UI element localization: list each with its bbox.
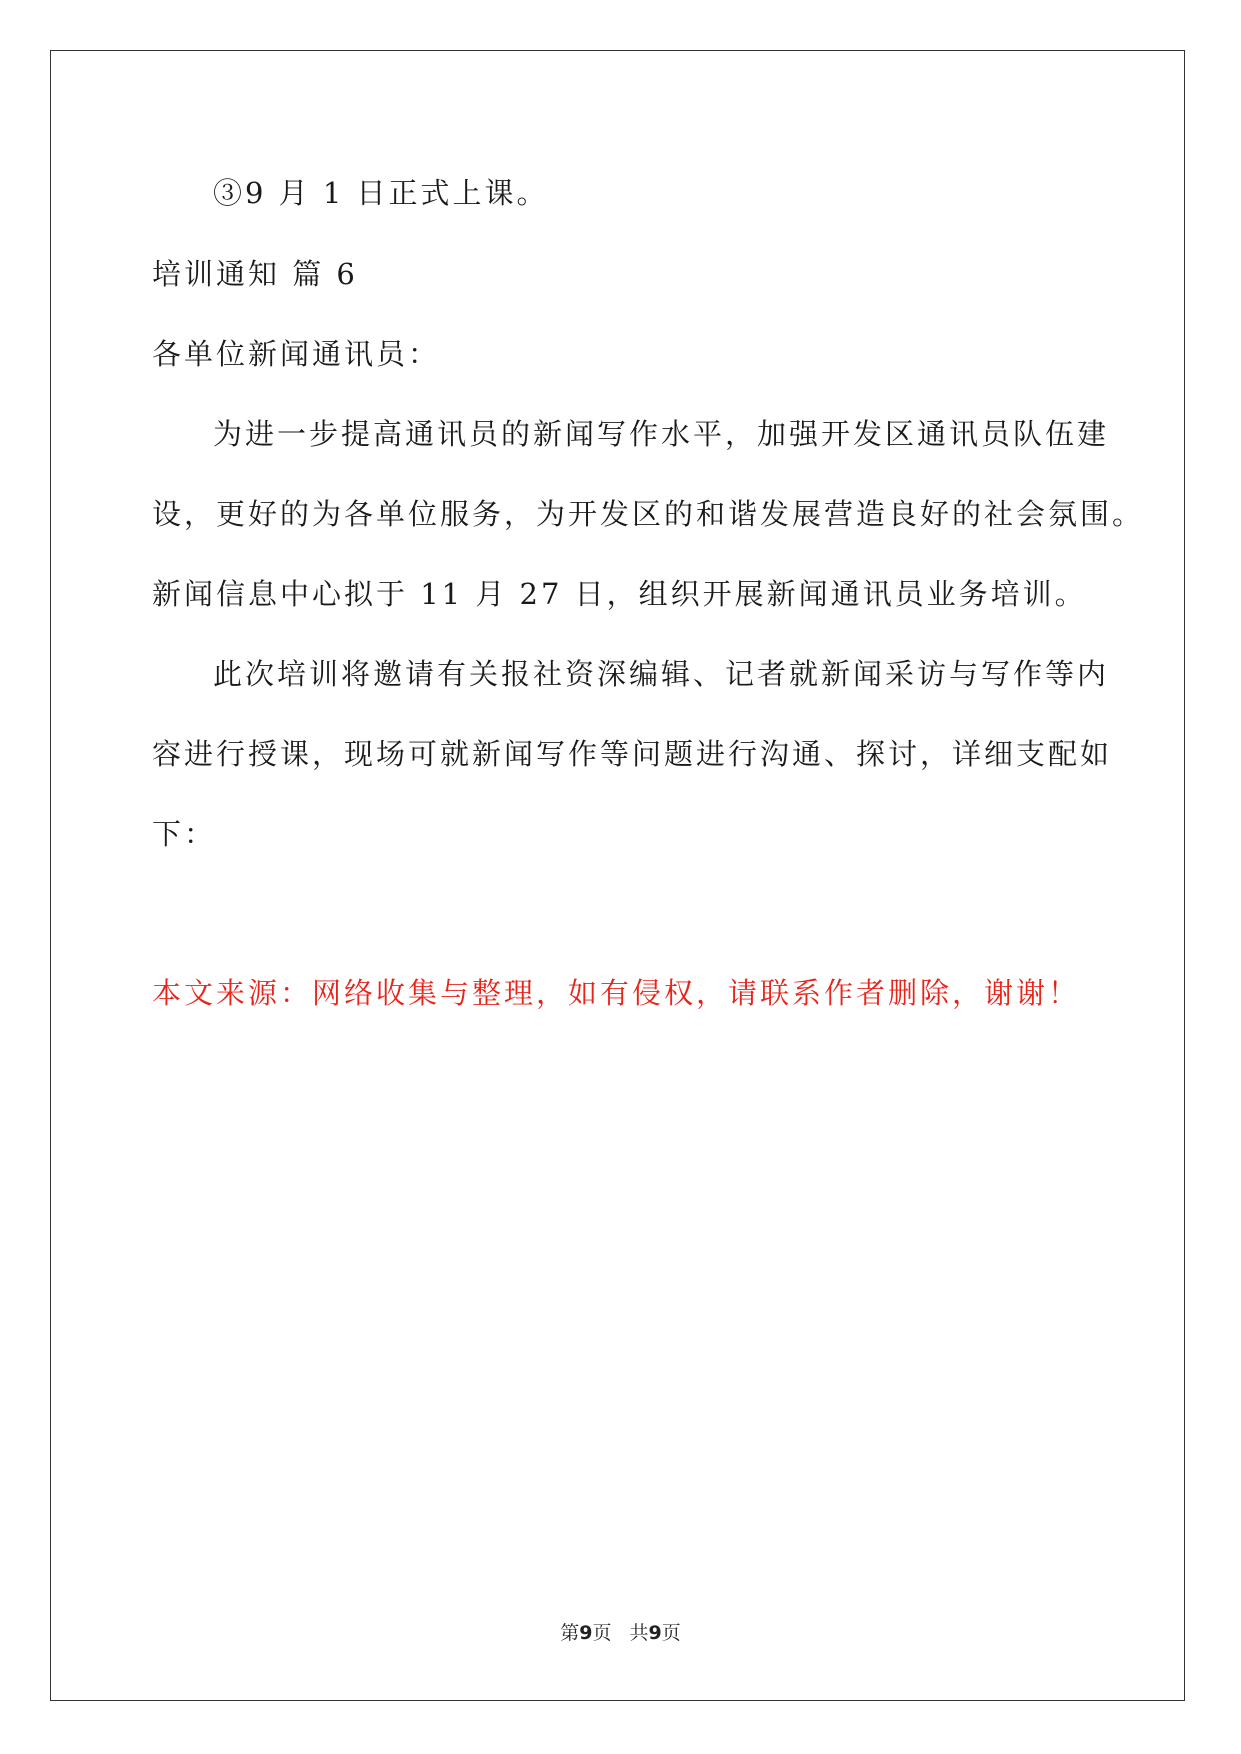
paragraph-line: 容进行授课，现场可就新闻写作等问题进行沟通、探讨，详细支配如	[152, 737, 1113, 771]
footer-total-suffix: 页	[661, 1622, 681, 1644]
page-footer	[0, 1618, 1241, 1645]
footer-total-prefix: 共	[629, 1622, 649, 1644]
footer-page-current: 9	[579, 1622, 593, 1644]
section-heading: 培训通知 篇 6	[152, 257, 358, 291]
paragraph-line: 设，更好的为各单位服务，为开发区的和谐发展营造良好的社会氛围。	[152, 497, 1145, 531]
page-border	[50, 50, 1185, 1701]
list-item-date: ③9 月 1 日正式上课。	[213, 176, 549, 210]
footer-page-prefix: 第	[560, 1622, 580, 1644]
footer-page-total: 9	[648, 1622, 662, 1644]
paragraph-line: 新闻信息中心拟于 11 月 27 日，组织开展新闻通讯员业务培训。	[152, 577, 1087, 611]
source-notice: 本文来源：网络收集与整理，如有侵权，请联系作者删除，谢谢！	[152, 976, 1081, 1010]
paragraph-line: 此次培训将邀请有关报社资深编辑、记者就新闻采访与写作等内	[213, 657, 1110, 691]
paragraph-line: 为进一步提高通讯员的新闻写作水平，加强开发区通讯员队伍建	[213, 417, 1110, 451]
salutation: 各单位新闻通讯员：	[152, 337, 441, 371]
paragraph-line: 下：	[152, 817, 217, 851]
footer-page-suffix: 页	[592, 1622, 612, 1644]
